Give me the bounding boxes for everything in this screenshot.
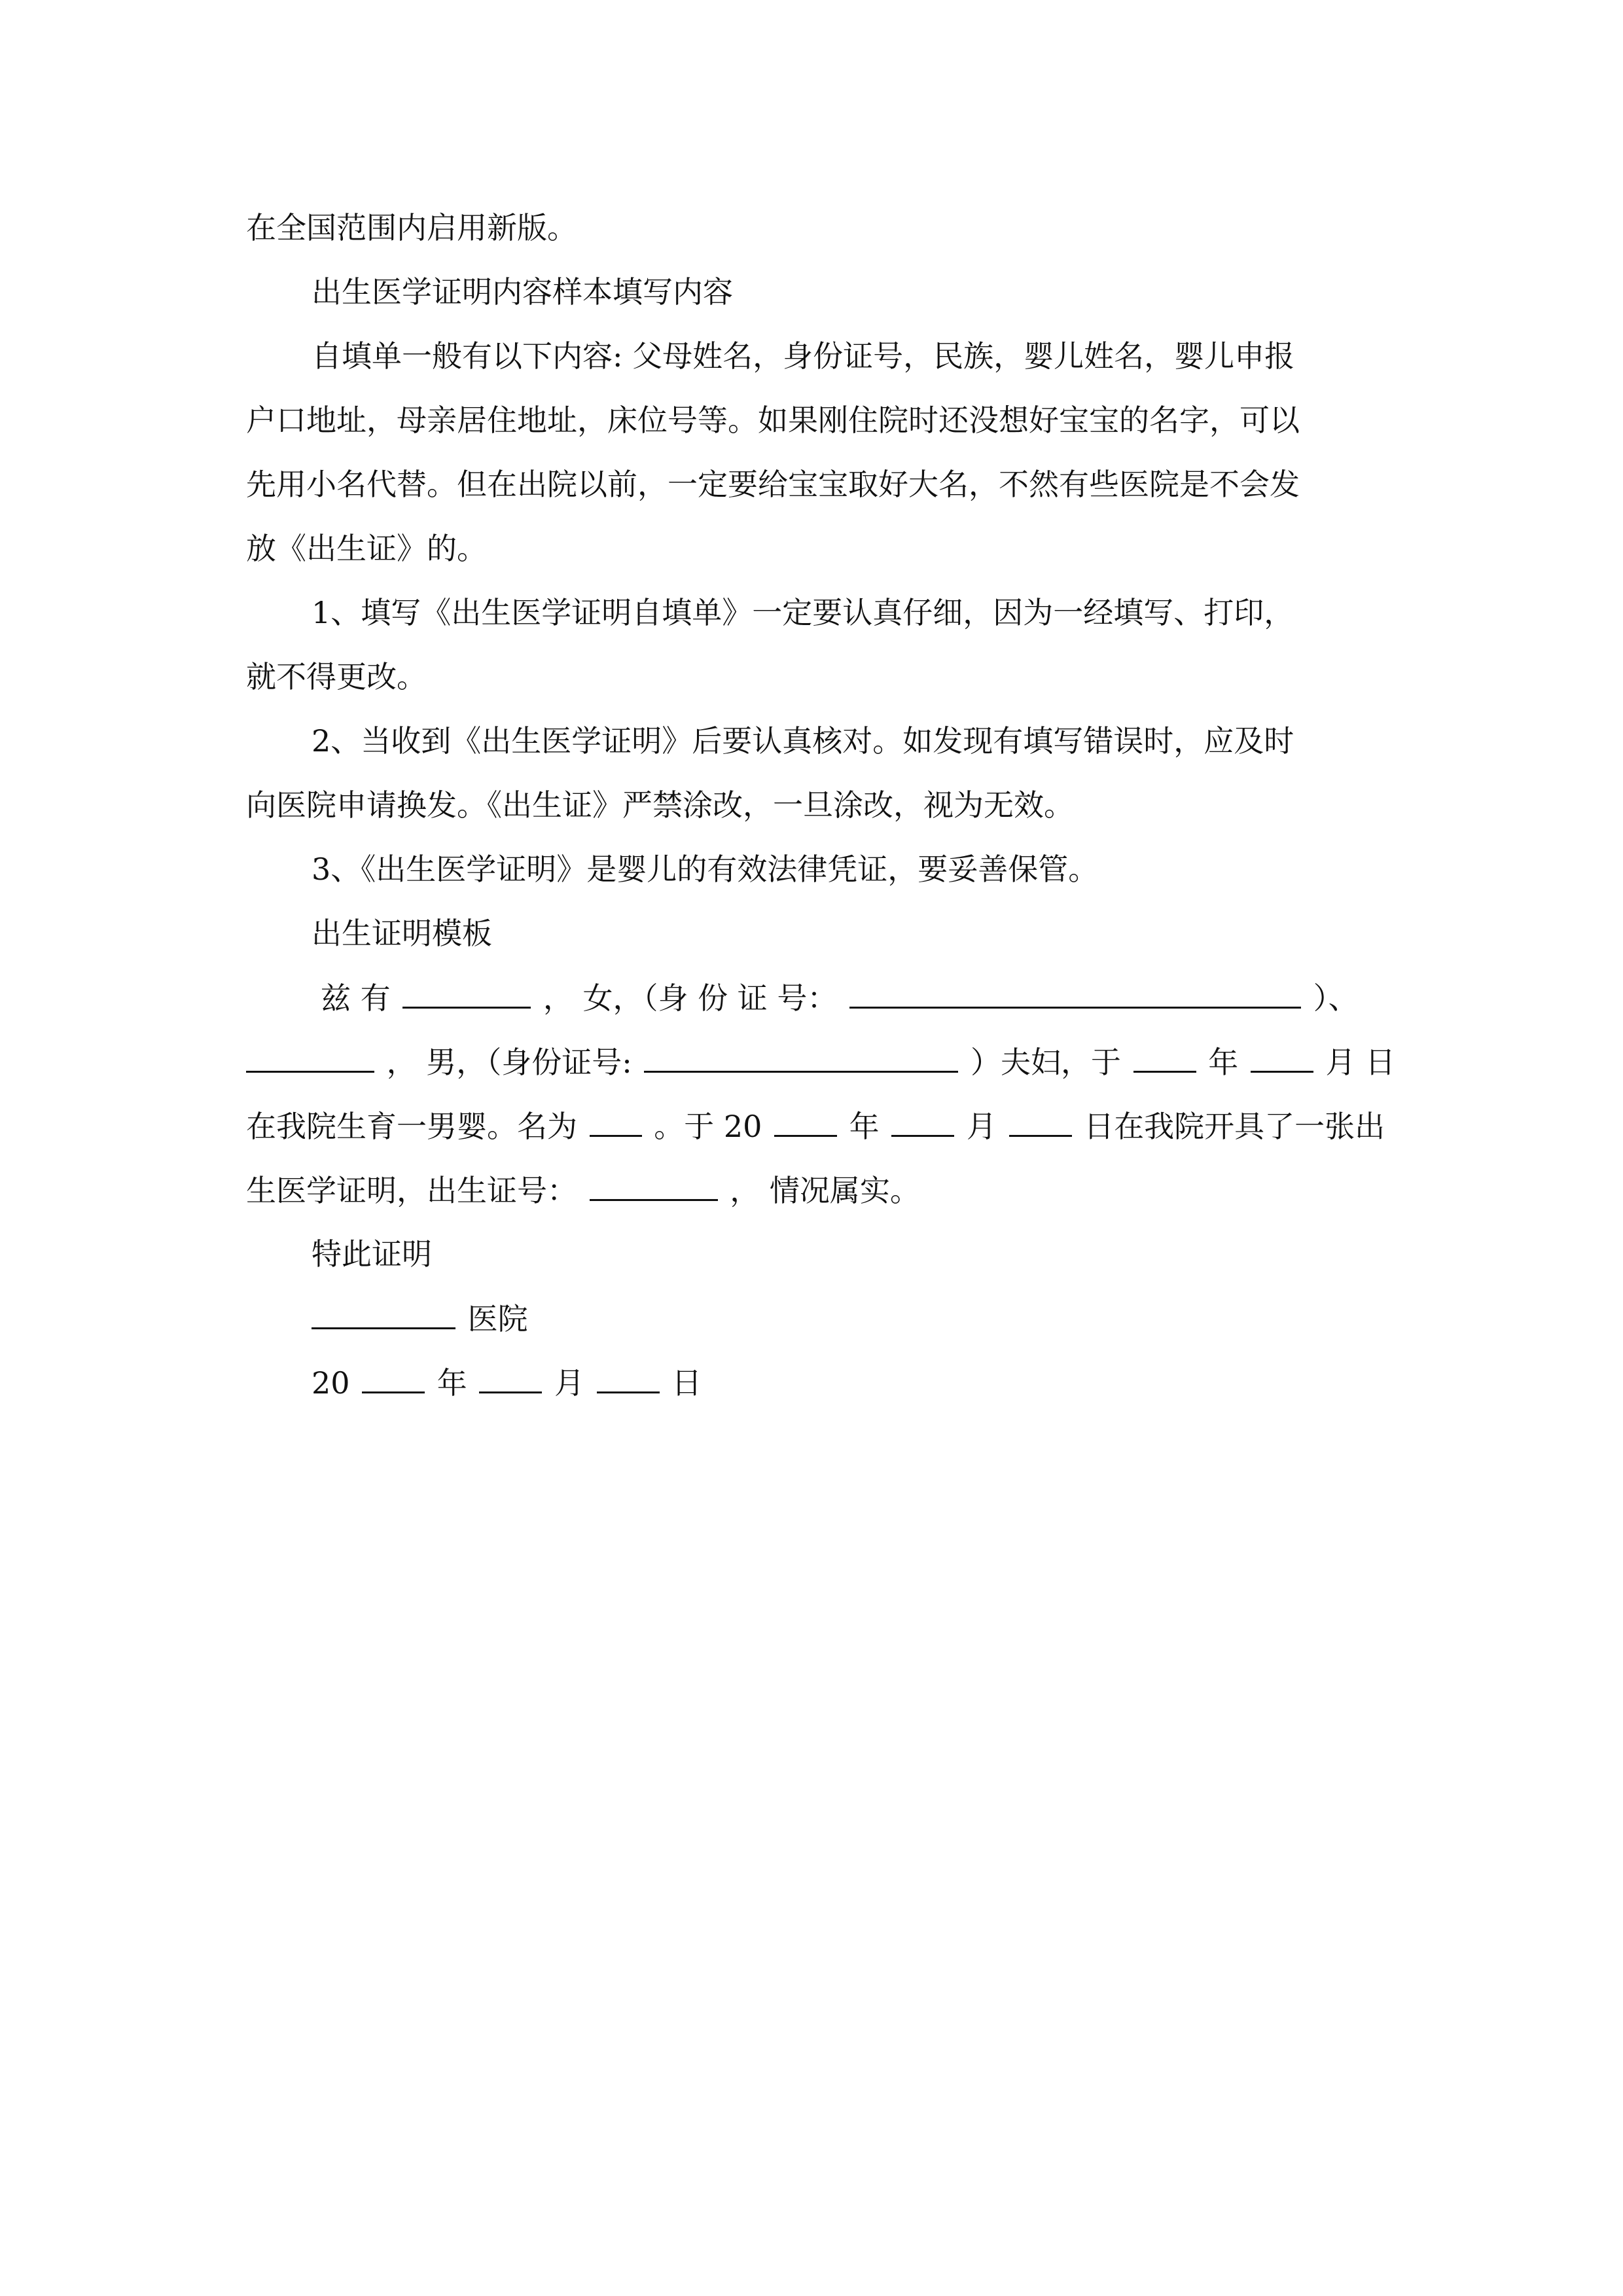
baby-name-blank xyxy=(590,1106,642,1137)
list-item-line: 1、填写《出生医学证明自填单》一定要认真仔细，因为一经填写、打印， xyxy=(312,595,1294,630)
hospital-name-blank xyxy=(312,1299,455,1329)
template-text: ， 男，（身份证号: xyxy=(386,1045,632,1080)
certificate-number-blank xyxy=(590,1170,718,1201)
template-line xyxy=(246,1042,1395,1082)
list-item-line: 就不得更改。 xyxy=(246,659,427,694)
template-text: 在我院生育一男婴。名为 xyxy=(246,1109,577,1144)
husband-name-blank xyxy=(246,1042,374,1073)
template-text: 年 xyxy=(1208,1045,1239,1080)
template-text: 生医学证明，出生证号： xyxy=(246,1173,577,1208)
paragraph-line: 在全国范围内启用新版。 xyxy=(246,210,577,245)
month-blank xyxy=(891,1106,954,1137)
template-text: ）、 xyxy=(1313,980,1359,1016)
certification-text: 特此证明 xyxy=(312,1236,432,1272)
template-line xyxy=(246,1106,1385,1146)
section-heading: 出生医学证明内容样本填写内容 xyxy=(312,274,733,310)
template-text: 年 xyxy=(849,1109,880,1144)
template-line xyxy=(246,1170,920,1210)
template-text: ）夫妇，于 xyxy=(971,1045,1121,1080)
husband-id-blank xyxy=(644,1042,958,1073)
date-prefix: 20 xyxy=(312,1365,350,1401)
template-text: 月 xyxy=(966,1109,997,1144)
list-item-line: 3、《出生医学证明》是婴儿的有效法律凭证，要妥善保管。 xyxy=(312,852,1099,887)
hospital-line xyxy=(312,1299,528,1338)
date-day-label: 日 xyxy=(671,1365,702,1401)
wife-name-blank xyxy=(402,978,531,1009)
paragraph-line: 放《出生证》的。 xyxy=(246,531,487,566)
year-blank xyxy=(774,1106,837,1137)
month-blank xyxy=(479,1363,542,1393)
template-text: 日在我院开具了一张出 xyxy=(1084,1109,1385,1144)
template-text: ， 女，（身 份 证 号： xyxy=(543,980,838,1016)
year-blank xyxy=(362,1363,425,1393)
date-year-label: 年 xyxy=(437,1365,467,1401)
date-month-label: 月 xyxy=(554,1365,585,1401)
paragraph-line: 户口地址，母亲居住地址，床位号等。如果刚住院时还没想好宝宝的名字，可以 xyxy=(246,403,1300,438)
template-line xyxy=(321,978,1359,1018)
year-blank xyxy=(1133,1042,1196,1073)
template-text: 。于 20 xyxy=(654,1109,762,1144)
paragraph-line: 自填单一般有以下内容: 父母姓名，身份证号，民族，婴儿姓名，婴儿申报 xyxy=(312,338,1295,374)
template-text: 月 日 xyxy=(1325,1045,1396,1080)
template-text: ， 情况属实。 xyxy=(730,1173,920,1208)
template-text: 兹 有 xyxy=(321,980,391,1016)
wife-id-blank xyxy=(849,978,1301,1009)
date-line xyxy=(312,1363,702,1403)
list-item-line: 向医院申请换发。《出生证》严禁涂改，一旦涂改，视为无效。 xyxy=(246,787,1074,823)
day-blank xyxy=(597,1363,660,1393)
month-blank xyxy=(1251,1042,1313,1073)
paragraph-line: 先用小名代替。但在出院以前，一定要给宝宝取好大名，不然有些医院是不会发 xyxy=(246,467,1300,502)
list-item-line: 2、当收到《出生医学证明》后要认真核对。如发现有填写错误时，应及时 xyxy=(312,723,1294,759)
section-heading: 出生证明模板 xyxy=(312,916,492,951)
day-blank xyxy=(1009,1106,1072,1137)
hospital-label: 医院 xyxy=(467,1301,528,1336)
